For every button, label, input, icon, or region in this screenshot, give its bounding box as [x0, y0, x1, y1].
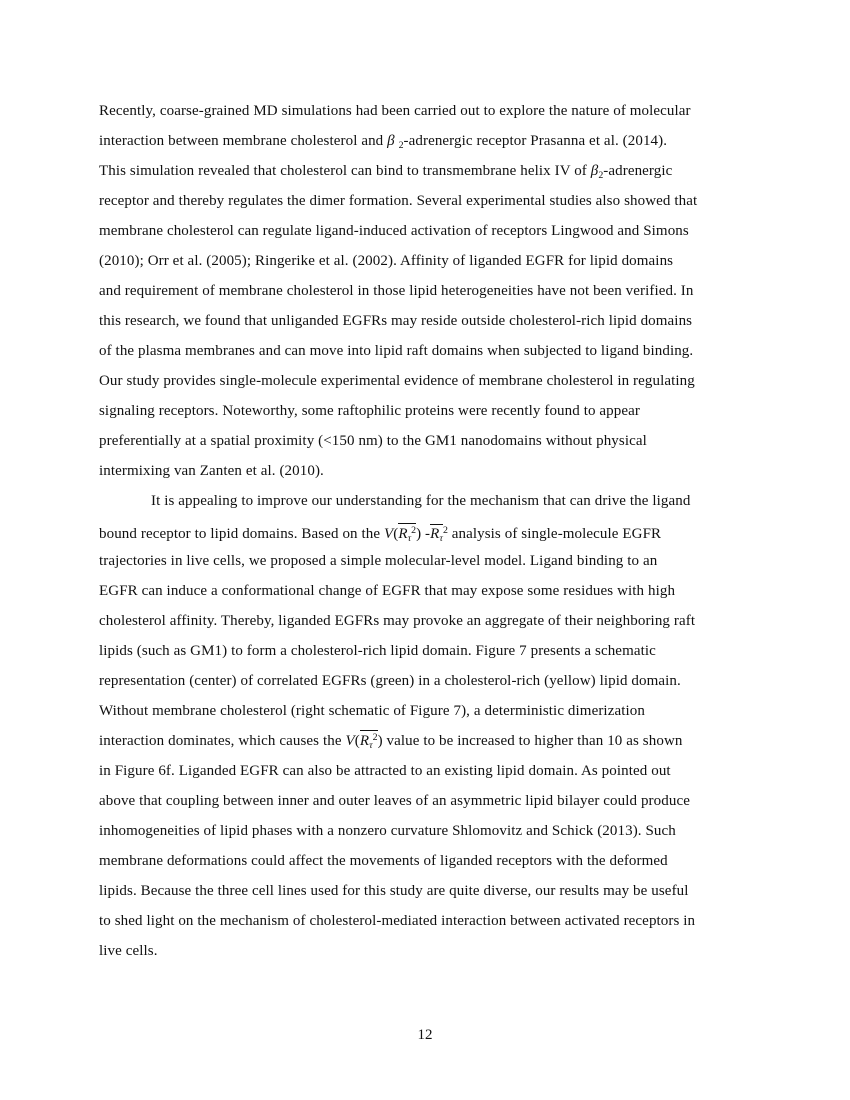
- text-run: 2: [398, 140, 404, 152]
- text-run: of the plasma membranes and can move into lipid raft domains when subjected to ligand binding.: [99, 343, 694, 359]
- text-run: τ: [407, 533, 412, 545]
- text-run: Recently, coarse-grained MD simulations had been carried out to explore the nature of molecular: [99, 103, 691, 119]
- text-line: [99, 396, 779, 426]
- text-run: Without membrane cholesterol (right schematic of Figure 7), a deterministic dimerization: [99, 703, 645, 719]
- text-line: [99, 546, 779, 576]
- text-run: membrane cholesterol can regulate ligand-induced activation of receptors Lingwood and Simons: [99, 223, 689, 239]
- text-line: [99, 126, 779, 156]
- text-run: -adrenergic: [603, 163, 673, 179]
- text-line: [99, 696, 779, 726]
- body-text: [99, 96, 779, 966]
- text-run: intermixing van Zanten et al. (2010).: [99, 463, 324, 479]
- text-run: This simulation revealed that cholesterol can bind to transmembrane helix IV of: [99, 163, 591, 179]
- text-run: 2: [411, 525, 417, 536]
- text-line: [99, 366, 779, 396]
- text-line: [99, 426, 779, 456]
- paragraph: [99, 96, 779, 486]
- text-run: It is appealing to improve our understanding for the mechanism that can drive the ligand: [151, 493, 691, 509]
- text-run: cholesterol affinity. Thereby, liganded EGFRs may provoke an aggregate of their neighboring raft: [99, 613, 696, 629]
- text-run: β: [590, 163, 599, 179]
- text-run: to shed light on the mechanism of cholesterol-mediated interaction between activated receptors in: [99, 913, 696, 929]
- text-run: lipids (such as GM1) to form a cholesterol-rich lipid domain. Figure 7 presents a schematic: [99, 643, 656, 659]
- text-line: [99, 336, 779, 366]
- text-run: (: [393, 525, 399, 542]
- math-group: [398, 523, 416, 544]
- text-line: [99, 306, 779, 336]
- text-line: [99, 666, 779, 696]
- text-line: [99, 276, 779, 306]
- text-run: lipids. Because the three cell lines used for this study are quite diverse, our results may be useful: [99, 883, 689, 899]
- text-run: live cells.: [99, 943, 158, 959]
- text-run: and requirement of membrane cholesterol in those lipid heterogeneities have not been verified. In: [99, 283, 694, 299]
- text-run: V: [383, 525, 394, 542]
- text-line: [99, 846, 779, 876]
- text-run: -adrenergic receptor Prasanna et al. (2014).: [403, 133, 668, 149]
- text-line: [99, 246, 779, 276]
- text-run: ) -: [416, 525, 431, 542]
- page-number: 12: [417, 1027, 433, 1043]
- text-run: above that coupling between inner and outer leaves of an asymmetric lipid bilayer could produce: [99, 793, 690, 809]
- text-run: preferentially at a spatial proximity (<150 nm) to the GM1 nanodomains without physical: [99, 433, 647, 449]
- text-line: [99, 816, 779, 846]
- text-run: 2: [372, 732, 378, 744]
- text-run: ) value to be increased to higher than 10 as shown: [377, 733, 683, 749]
- text-run: interaction between membrane cholesterol and: [99, 133, 388, 149]
- text-run: trajectories in live cells, we proposed a simple molecular-level model. Ligand binding to an: [99, 553, 658, 569]
- text-run: τ: [439, 533, 443, 545]
- text-run: τ: [369, 740, 373, 752]
- text-run: inhomogeneities of lipid phases with a nonzero curvature Shlomovitz and Schick (2013). Such: [99, 823, 676, 839]
- text-line: [99, 486, 779, 516]
- text-line: [99, 636, 779, 666]
- text-line: [99, 606, 779, 636]
- text-run: R: [398, 525, 408, 542]
- text-run: interaction dominates, which causes the: [99, 733, 346, 749]
- text-line: [99, 516, 779, 546]
- text-run: V: [345, 733, 355, 749]
- text-line: [99, 96, 779, 126]
- text-run: R: [359, 733, 370, 749]
- text-run: 2: [442, 525, 448, 536]
- text-line: [99, 726, 779, 756]
- text-run: signaling receptors. Noteworthy, some raftophilic proteins were recently found to appear: [99, 403, 640, 419]
- text-line: [99, 756, 779, 786]
- text-line: [99, 786, 779, 816]
- paragraph: [99, 486, 779, 966]
- text-run: representation (center) of correlated EGFRs (green) in a cholesterol-rich (yellow) lipid domain.: [99, 673, 681, 689]
- math-group: [430, 524, 443, 544]
- text-line: [99, 456, 779, 486]
- text-line: [99, 186, 779, 216]
- text-run: 2: [598, 170, 604, 182]
- text-run: EGFR can induce a conformational change of EGFR that may expose some residues with high: [99, 583, 676, 599]
- text-run: (: [354, 733, 360, 749]
- text-run: β: [387, 133, 395, 149]
- text-line: [99, 576, 779, 606]
- math-group: [360, 730, 378, 751]
- text-run: Our study provides single-molecule experimental evidence of membrane cholesterol in regulating: [99, 373, 695, 389]
- text-run: receptor and thereby regulates the dimer formation. Several experimental studies also showed that: [99, 193, 698, 209]
- text-run: membrane deformations could affect the movements of liganded receptors with the deformed: [99, 853, 668, 869]
- text-line: [99, 906, 779, 936]
- text-line: [99, 216, 779, 246]
- text-line: [99, 156, 779, 186]
- text-run: R: [430, 525, 440, 542]
- text-run: (2010); Orr et al. (2005); Ringerike et al. (2002). Affinity of liganded EGFR for lipid domains: [99, 253, 674, 269]
- text-run: analysis of single-molecule EGFR: [447, 525, 662, 542]
- text-line: [99, 876, 779, 906]
- text-run: bound receptor to lipid domains. Based on the: [99, 525, 384, 542]
- text-run: in Figure 6f. Liganded EGFR can also be attracted to an existing lipid domain. As pointed out: [99, 763, 671, 779]
- text-run: this research, we found that unliganded EGFRs may reside outside cholesterol-rich lipid domains: [99, 313, 693, 329]
- text-line: [99, 936, 779, 966]
